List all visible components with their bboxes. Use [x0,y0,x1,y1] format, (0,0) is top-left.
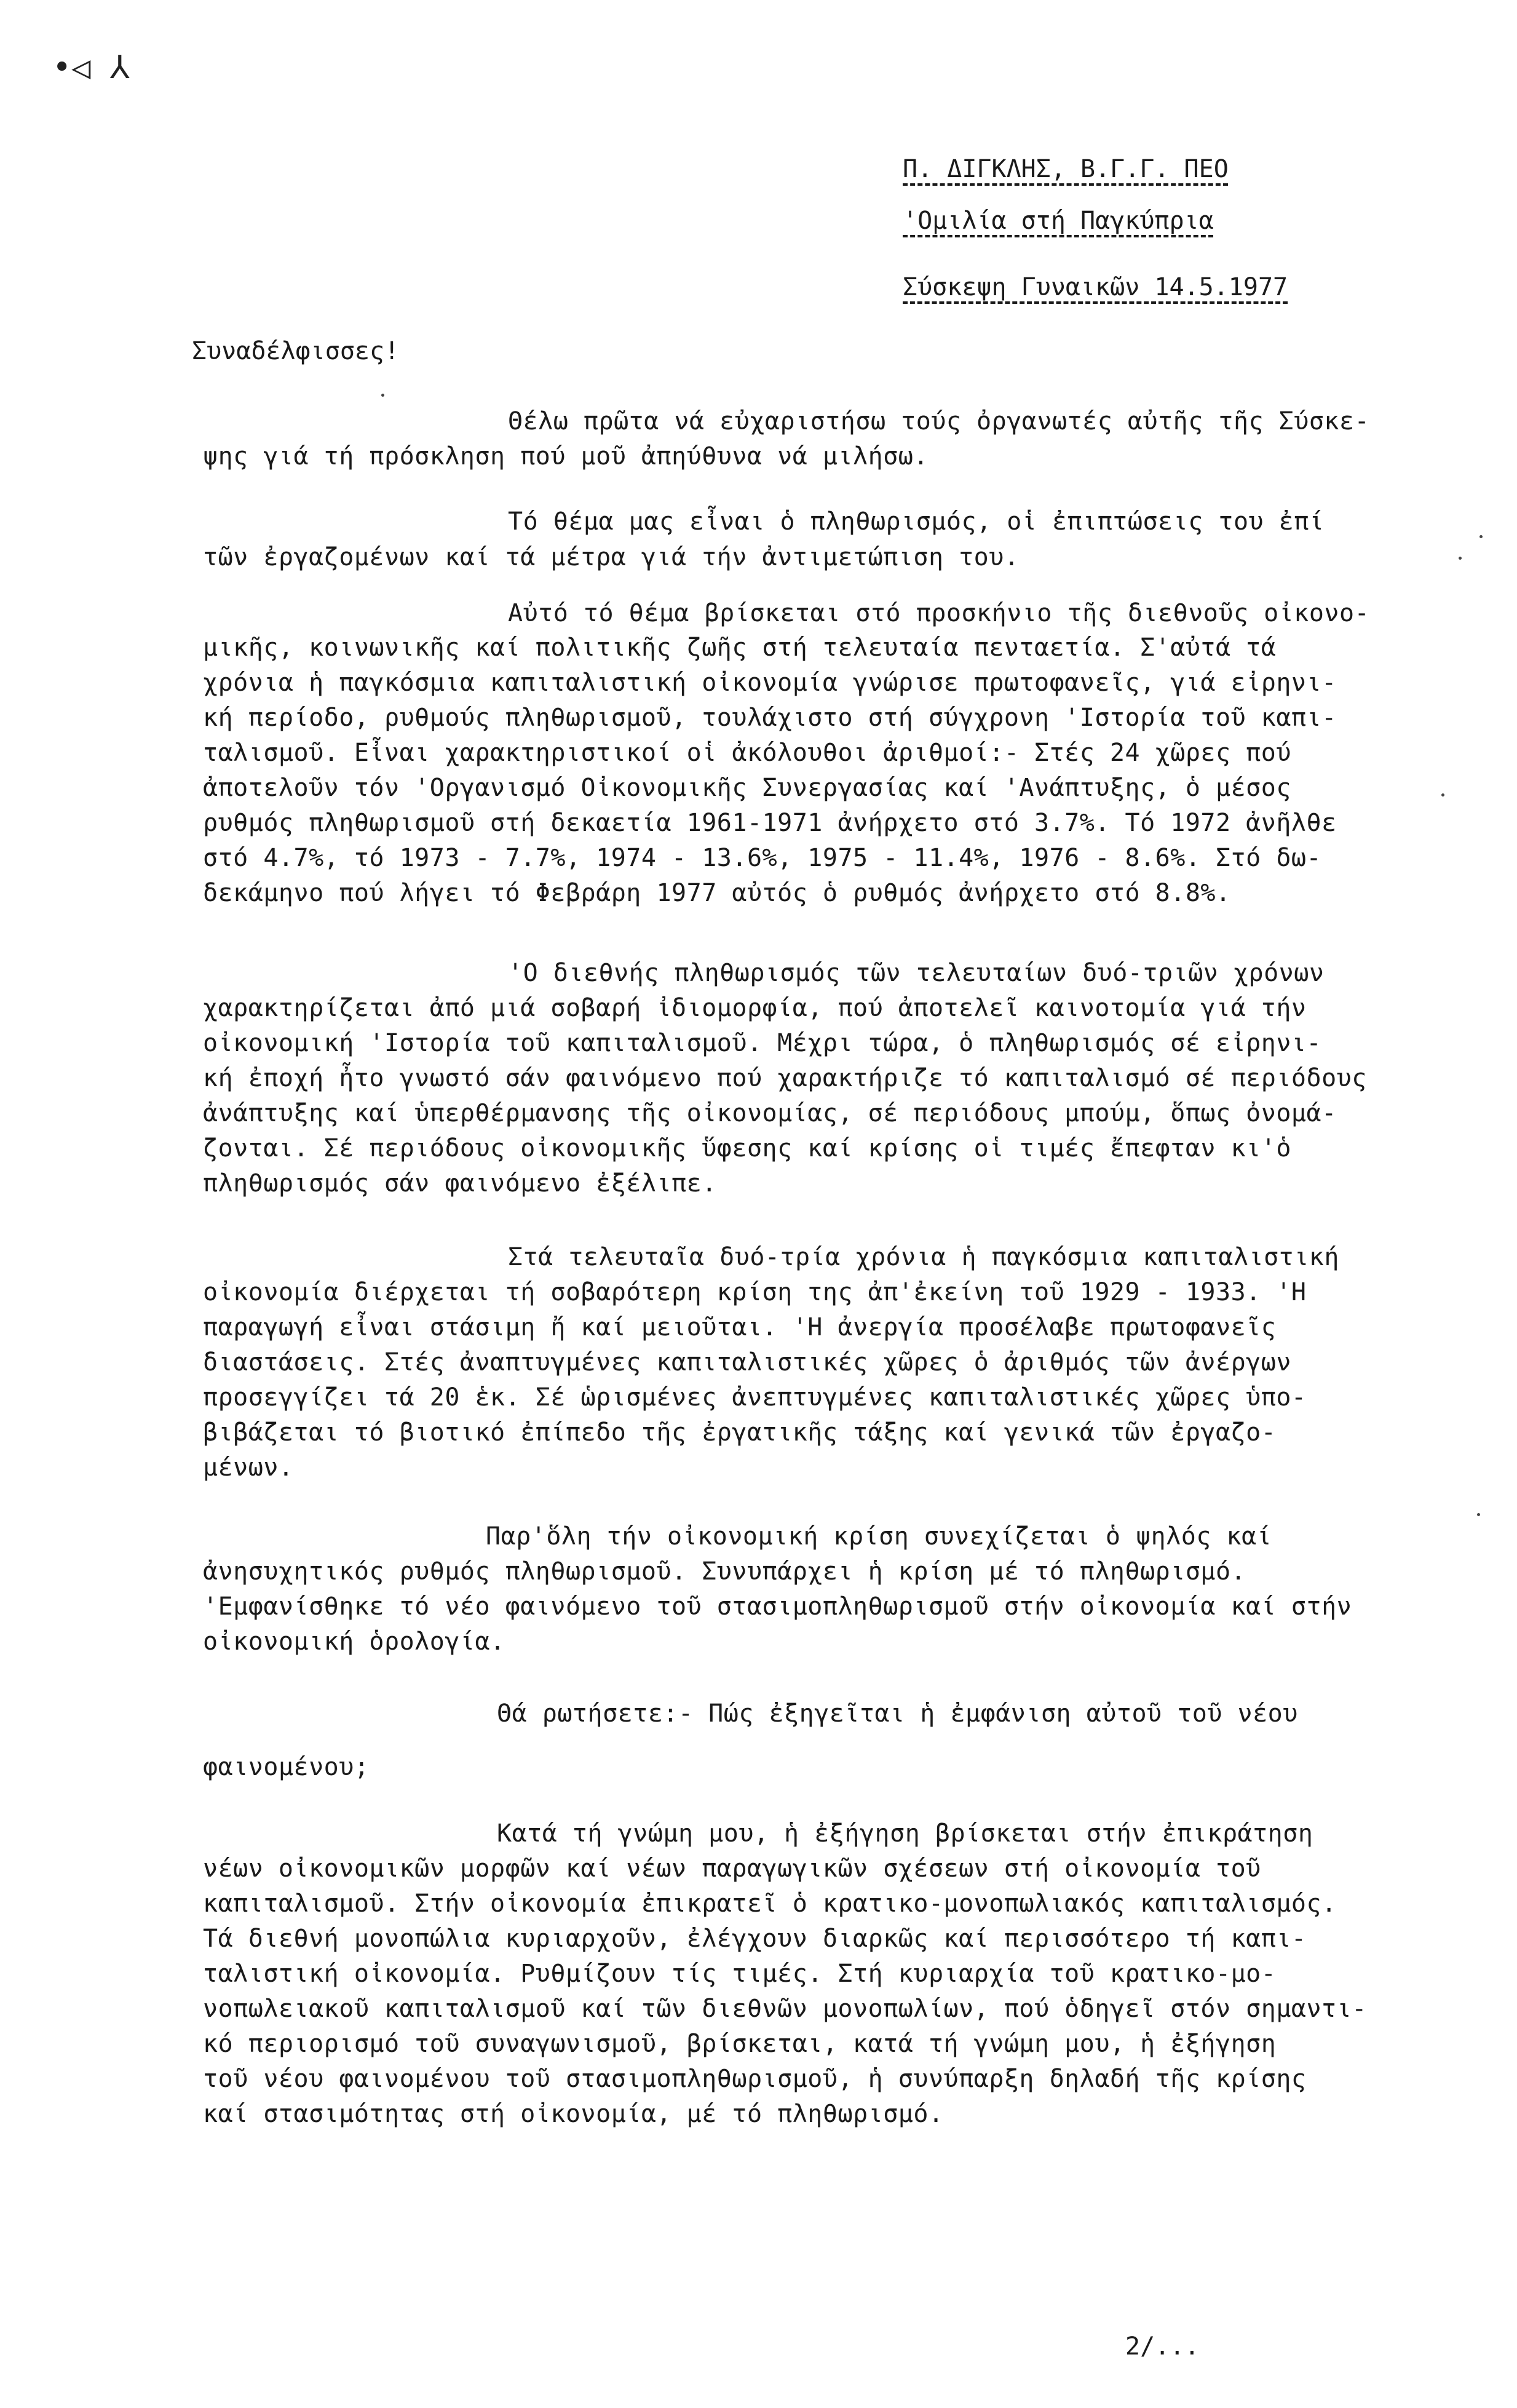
text-line: ταλισμοῦ. Εἶναι χαρακτηριστικοί οἱ ἀκόλουθοι ἀριθμοί:- Στές 24 χῶρες πού [203,739,1291,767]
text-line: προσεγγίζει τά 20 ἑκ. Σέ ὡρισμένες ἀνεπτυγμένες καπιταλιστικές χῶρες ὑπο- [203,1383,1307,1412]
text-line: ἀποτελοῦν τόν 'Οργανισμό Οἰκονομικῆς Συνεργασίας καί 'Ανάπτυξης, ὁ μέσος [203,774,1291,802]
text-line: τοῦ νέου φαινομένου τοῦ στασιμοπληθωρισμοῦ, ἡ συνύπαρξη δηλαδή τῆς κρίσης [203,2065,1307,2093]
scan-speck [1441,793,1444,797]
text-line: οἰκονομία διέρχεται τή σοβαρότερη κρίση της ἀπ'ἐκείνη τοῦ 1929 - 1933. 'Η [203,1278,1307,1306]
text-line: Θέλω πρῶτα νά εὐχαριστήσω τούς ὀργανωτές αὐτῆς τῆς Σύσκε- [508,407,1370,435]
header-author: Π. ΔΙΓΚΛΗΣ, Β.Γ.Γ. ΠΕΟ [903,155,1229,183]
page-corner-mark: •◁ ⅄ [52,49,130,86]
text-line: ἀνάπτυξης καί ὑπερθέρμανσης τῆς οἰκονομίας, σέ περιόδους μπούμ, ὅπως ὀνομά- [203,1099,1337,1127]
text-line: Τό θέμα μας εἶναι ὁ πληθωρισμός, οἱ ἐπιπτώσεις του ἐπί [508,507,1325,536]
text-line: βιβάζεται τό βιοτικό ἐπίπεδο τῆς ἐργατικῆς τάξης καί γενικά τῶν ἐργαζο- [203,1418,1277,1447]
text-line: διαστάσεις. Στές ἀναπτυγμένες καπιταλιστικές χῶρες ὁ ἀριθμός τῶν ἀνέργων [203,1348,1291,1377]
text-line: Κατά τή γνώμη μου, ἡ ἐξήγηση βρίσκεται στήν ἐπικράτηση [497,1819,1313,1848]
text-line: φαινομένου; [203,1753,370,1781]
text-line: οἰκονομική 'Ιστορία τοῦ καπιταλισμοῦ. Μέχρι τώρα, ὁ πληθωρισμός σέ εἰρηνι- [203,1029,1322,1057]
scan-speck [1477,1513,1480,1516]
text-line: χρόνια ἡ παγκόσμια καπιταλιστική οἰκονομία γνώρισε πρωτοφανεῖς, γιά εἰρηνι- [203,669,1337,697]
text-line: Αὐτό τό θέμα βρίσκεται στό προσκήνιο τῆς διεθνοῦς οἰκονο- [508,599,1370,627]
text-line: νοπωλειακοῦ καπιταλισμοῦ καί τῶν διεθνῶν μονοπωλίων, πού ὁδηγεῖ στόν σημαντι- [203,1995,1367,2023]
text-line: Παρ'ὅλη τήν οἰκονομική κρίση συνεχίζεται ὁ ψηλός καί [486,1522,1272,1551]
header-event: Σύσκεψη Γυναικῶν 14.5.1977 [903,273,1288,301]
scan-speck [381,394,384,397]
text-line: κή ἐποχή ἦτο γνωστό σάν φαινόμενο πού χαρακτήριζε τό καπιταλισμό σέ περιόδους [203,1064,1367,1092]
text-line: χαρακτηρίζεται ἀπό μιά σοβαρή ἰδιομορφία, πού ἀποτελεῖ καινοτομία γιά τήν [203,994,1307,1022]
text-line: μένων. [203,1453,294,1482]
text-line: καί στασιμότητας στή οἰκονομία, μέ τό πληθωρισμό. [203,2100,944,2128]
scan-speck [1459,557,1462,560]
text-line: κή περίοδο, ρυθμούς πληθωρισμοῦ, τουλάχιστο στή σύγχρονη 'Ιστορία τοῦ καπι- [203,704,1337,732]
header-speech: 'Ομιλία στή Παγκύπρια [903,207,1214,235]
text-line: Θά ρωτήσετε:- Πώς ἐξηγεῖται ἡ ἐμφάνιση αὐτοῦ τοῦ νέου [497,1699,1298,1728]
text-line: ψης γιά τή πρόσκληση πού μοῦ ἀπηύθυνα νά μιλήσω. [203,442,929,471]
text-line: 'Ο διεθνής πληθωρισμός τῶν τελευταίων δυό-τριῶν χρόνων [508,959,1325,987]
text-line: ρυθμός πληθωρισμοῦ στή δεκαετία 1961-1971 ἀνήρχετο στό 3.7%. Τό 1972 ἀνῆλθε [203,809,1337,837]
text-line: καπιταλισμοῦ. Στήν οἰκονομία ἐπικρατεῖ ὁ κρατικο-μονοπωλιακός καπιταλισμός. [203,1889,1337,1918]
salutation: Συναδέλφισσες! [192,337,400,365]
text-line: στό 4.7%, τό 1973 - 7.7%, 1974 - 13.6%, 1975 - 11.4%, 1976 - 8.6%. Στό δω- [203,844,1322,872]
scan-speck [1479,535,1483,538]
text-line: δεκάμηνο πού λήγει τό Φεβράρη 1977 αὐτός ὁ ρυθμός ἀνήρχετο στό 8.8%. [203,879,1231,907]
text-line: 'Εμφανίσθηκε τό νέο φαινόμενο τοῦ στασιμοπληθωρισμοῦ στήν οἰκονομία καί στήν [203,1592,1352,1621]
text-line: πληθωρισμός σάν φαινόμενο ἐξέλιπε. [203,1169,717,1198]
text-line: ἀνησυχητικός ρυθμός πληθωρισμοῦ. Συνυπάρχει ἡ κρίση μέ τό πληθωρισμό. [203,1557,1246,1586]
text-line: παραγωγή εἶναι στάσιμη ἤ καί μειοῦται. 'Η ἀνεργία προσέλαβε πρωτοφανεῖς [203,1313,1277,1341]
text-line: κό περιορισμό τοῦ συναγωνισμοῦ, βρίσκεται, κατά τή γνώμη μου, ἡ ἐξήγηση [203,2030,1277,2058]
text-line: ταλιστική οἰκονομία. Ρυθμίζουν τίς τιμές. Στή κυριαρχία τοῦ κρατικο-μο- [203,1960,1277,1988]
text-line: μικῆς, κοινωνικῆς καί πολιτικῆς ζωῆς στή τελευταία πενταετία. Σ'αὐτά τά [203,634,1277,662]
text-line: Στά τελευταῖα δυό-τρία χρόνια ἡ παγκόσμια καπιταλιστική [508,1243,1340,1271]
text-line: Τά διεθνή μονοπώλια κυριαρχοῦν, ἐλέγχουν διαρκῶς καί περισσότερο τή καπι- [203,1925,1307,1953]
text-line: νέων οἰκονομικῶν μορφῶν καί νέων παραγωγικῶν σχέσεων στή οἰκονομία τοῦ [203,1854,1261,1883]
page-number: 2/... [1125,2332,1200,2361]
text-line: οἰκονομική ὁρολογία. [203,1627,505,1656]
text-line: ζονται. Σέ περιόδους οἰκονομικῆς ὕφεσης καί κρίσης οἱ τιμές ἔπεφταν κι'ὁ [203,1134,1291,1162]
text-line: τῶν ἐργαζομένων καί τά μέτρα γιά τήν ἀντιμετώπιση του. [203,543,1020,571]
